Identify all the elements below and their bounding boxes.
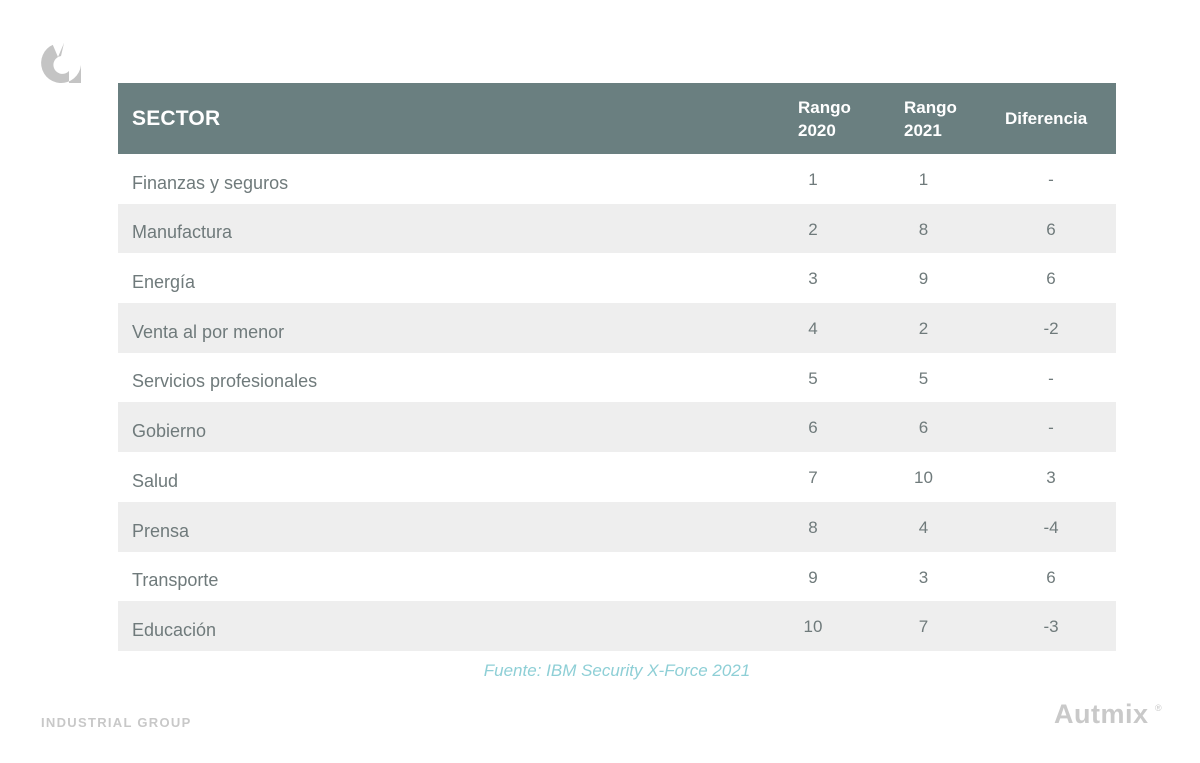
rango-2021-cell: 7 [918,617,929,637]
diferencia-cell: 3 [1046,468,1056,488]
registered-mark: ® [1155,703,1162,713]
rango-2021-cell: 4 [918,517,929,537]
rango-2020-cell: 9 [808,567,818,587]
sector-cell: Educación [132,619,217,640]
diferencia-cell: - [1048,368,1054,388]
rango-2021-cell: 8 [918,219,929,239]
rango-2020-cell: 2 [808,219,818,239]
diferencia-cell: 6 [1046,567,1056,587]
sector-cell: Energía [132,272,196,293]
table-row [118,204,1116,254]
table-body [118,154,1116,651]
table-row [118,154,1116,204]
rango-2021-cell: 2 [918,319,929,339]
diferencia-cell: -4 [1043,517,1059,537]
table-header [118,83,1116,154]
diferencia-cell: - [1048,170,1054,189]
table-row [118,402,1116,452]
table-row [118,502,1116,552]
header-rango-2021: Rango 2021 [904,97,957,140]
header-diferencia: Diferencia [1005,109,1088,128]
table-row [118,552,1116,602]
source-caption: Fuente: IBM Security X-Force 2021 [483,661,751,680]
sector-ranking-table [118,83,1116,651]
rango-2020-cell: 1 [808,170,818,189]
table-row [118,353,1116,403]
rango-2020-cell: 6 [808,418,818,438]
sector-cell: Venta al por menor [132,321,285,342]
header-sector: SECTOR [132,106,221,130]
rango-2021-cell: 1 [918,170,929,189]
rango-2020-cell: 3 [808,269,818,289]
diferencia-cell: -2 [1043,319,1059,339]
brand-logo: Autmix [1054,699,1149,729]
industrial-group-label: INDUSTRIAL GROUP [41,715,192,730]
rango-2021-cell: 9 [918,269,929,289]
sector-cell: Prensa [132,520,190,541]
sector-cell: Transporte [132,570,219,591]
rango-2020-cell: 4 [808,319,818,339]
diferencia-cell: - [1048,418,1054,438]
rango-2021-cell: 10 [914,468,933,488]
sector-cell: Finanzas y seguros [132,172,289,193]
table-row [118,303,1116,353]
diferencia-cell: 6 [1046,219,1056,239]
table-row [118,601,1116,651]
diferencia-cell: -3 [1043,617,1059,637]
sector-cell: Manufactura [132,222,233,243]
rango-2020-cell: 10 [803,617,823,637]
header-rango-2020: Rango 2020 [798,97,851,140]
table-row [118,452,1116,502]
rango-2020-cell: 5 [808,368,818,388]
rango-2020-cell: 7 [808,468,818,488]
sector-cell: Salud [132,470,179,491]
table-row [118,253,1116,303]
rango-2021-cell: 3 [918,567,929,587]
rango-2020-cell: 8 [808,517,818,537]
diferencia-cell: 6 [1046,269,1056,289]
rango-2021-cell: 6 [918,418,929,438]
sector-cell: Gobierno [132,421,207,442]
autmix-logo-mark-icon [40,41,82,85]
sector-cell: Servicios profesionales [132,371,318,392]
rango-2021-cell: 5 [918,368,929,388]
